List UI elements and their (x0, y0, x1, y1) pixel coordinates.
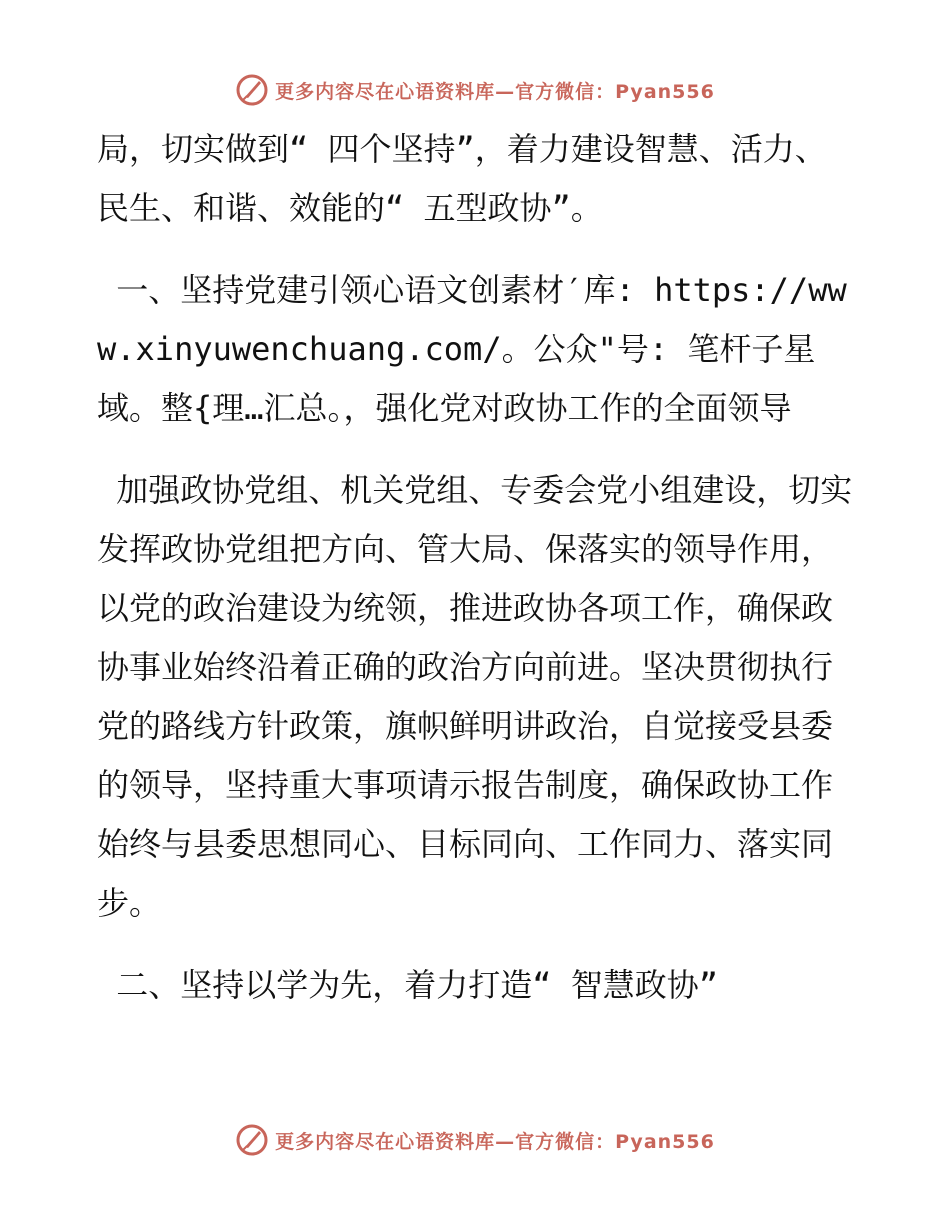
header-banner (0, 68, 950, 112)
section-heading-1: 一、坚持党建引领心语文创素材′库: https://www.xinyuwenchuang.com/。公众"号: 笔杆子星域。整{理…汇总。，强化党对政协工作的全面领导 (97, 271, 847, 427)
footer-banner (0, 1118, 950, 1162)
quill-seal-icon (235, 73, 269, 107)
header-banner-text: 更多内容尽在心语资料库—官方微信：Pyan556 (275, 80, 715, 103)
quill-seal-icon (235, 1123, 269, 1157)
footer-banner-text: 更多内容尽在心语资料库—官方微信：Pyan556 (275, 1130, 715, 1153)
document-body (97, 120, 857, 1015)
paragraph-1: 局，切实做到“ 四个坚持”，着力建设智慧、活力、民生、和谐、效能的“ 五型政协”。 (97, 130, 827, 227)
paragraph-2: 加强政协党组、机关党组、专委会党小组建设，切实发挥政协党组把方向、管大局、保落实的领导作用，以党的政治建设为统领，推进政协各项工作，确保政协事业始终沿着正确的政治方向前进。坚决贯彻执行党的路线方针政策，旗帜鲜明讲政治，自觉接受县委的领导，坚持重大事项请示报告制度，确保政协工作始终与县委思想同心、目标同向、工作同力、落实同步。 (97, 471, 853, 922)
section-heading-2: 二、坚持以学为先，着力打造“ 智慧政协” (97, 966, 719, 1004)
